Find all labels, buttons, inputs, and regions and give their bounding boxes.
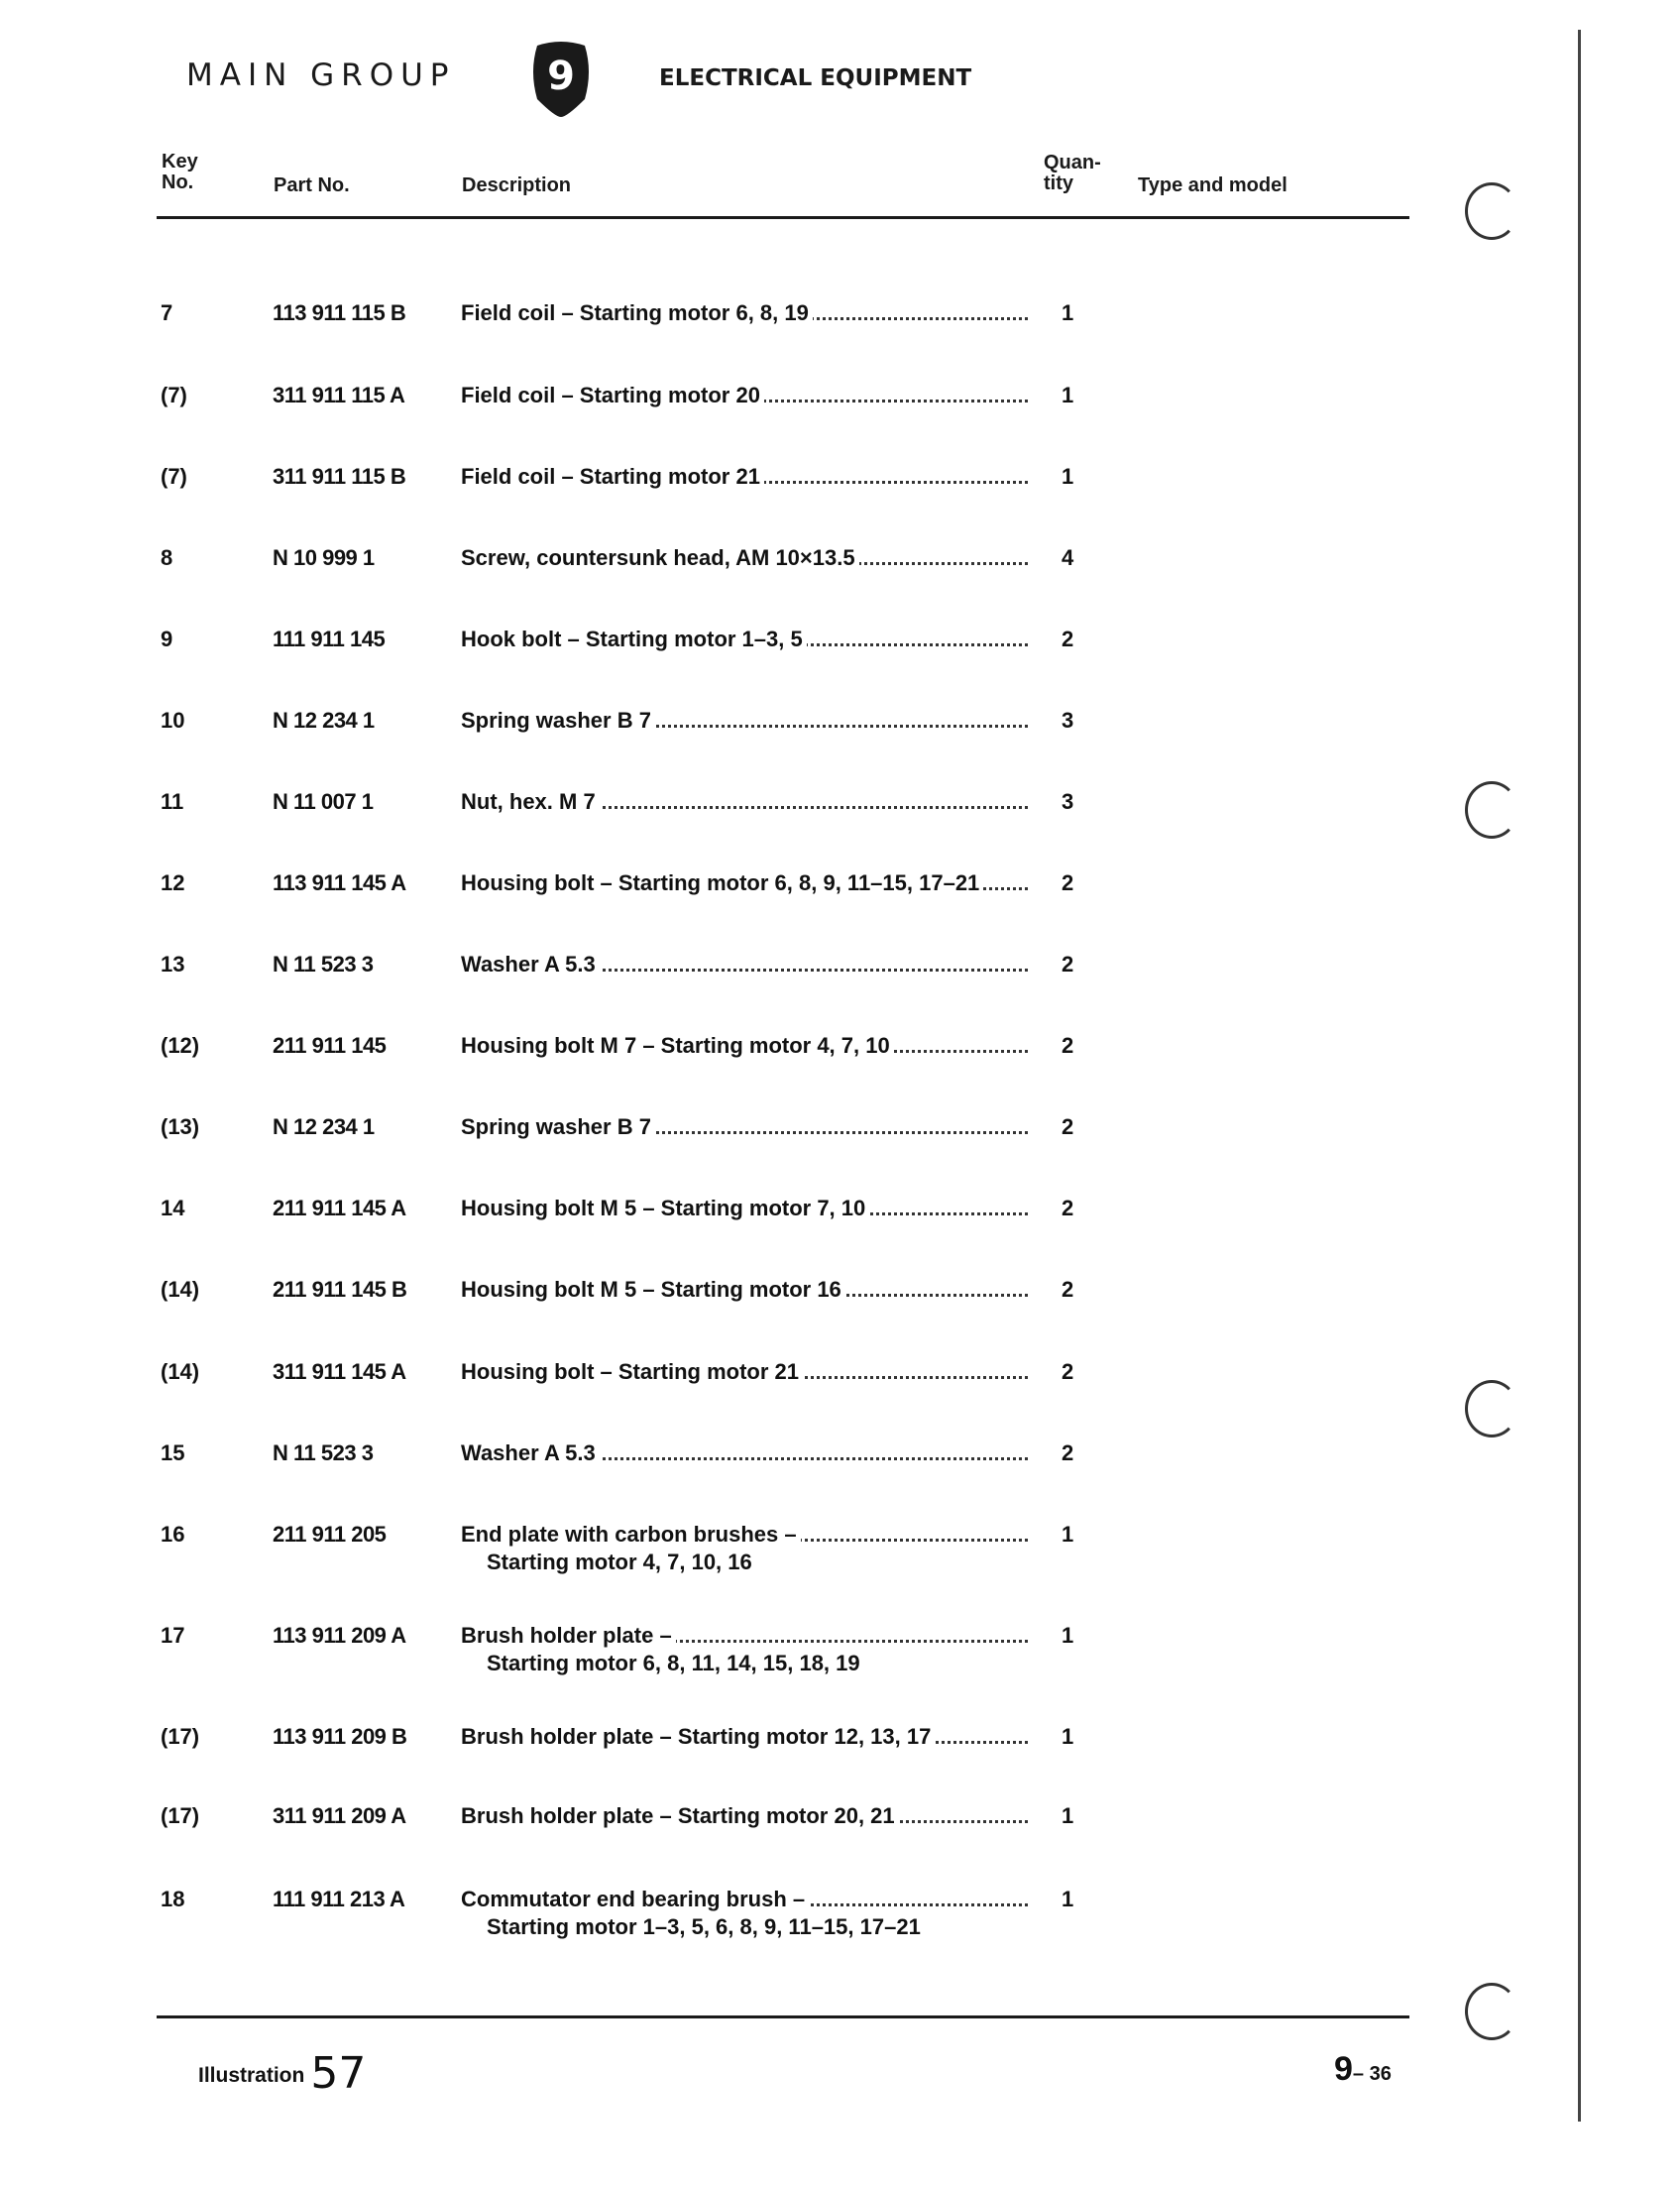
part-no-cell: 311 911 115 B <box>273 464 406 489</box>
part-no-cell: 113 911 209 A <box>273 1623 406 1648</box>
key-no-cell: 11 <box>161 789 184 814</box>
quantity-cell: 1 <box>1062 1803 1074 1828</box>
description-cell <box>461 1276 1028 1304</box>
key-no-cell: (13) <box>161 1114 200 1139</box>
description-text: Washer A 5.3 <box>461 952 600 977</box>
part-no-cell: N 11 523 3 <box>273 952 374 977</box>
binder-hole <box>1465 781 1518 839</box>
binder-hole <box>1465 1380 1518 1438</box>
page-edge <box>1578 30 1581 2122</box>
quantity-cell: 4 <box>1062 545 1074 570</box>
description-text: Commutator end bearing brush – <box>461 1887 809 1911</box>
description-text: Hook bolt – Starting motor 1–3, 5 <box>461 627 807 651</box>
key-no-cell: 17 <box>161 1623 185 1648</box>
key-no-cell: (7) <box>161 464 187 489</box>
description-text: Spring washer B 7 <box>461 708 655 733</box>
part-no-cell: 113 911 115 B <box>273 300 406 325</box>
column-header-part-no: Part No. <box>274 174 350 196</box>
description-cell <box>461 869 1028 897</box>
description-text: Field coil – Starting motor 6, 8, 19 <box>461 300 813 325</box>
part-no-cell: 311 911 145 A <box>273 1359 406 1384</box>
quantity-cell: 1 <box>1062 383 1074 407</box>
description-text: Brush holder plate – Starting motor 20, 21 <box>461 1803 899 1828</box>
description-text: Housing bolt – Starting motor 21 <box>461 1359 803 1384</box>
description-text: Field coil – Starting motor 20 <box>461 383 764 407</box>
quantity-cell: 1 <box>1062 1623 1074 1648</box>
key-no-cell: 14 <box>161 1196 185 1220</box>
part-no-cell: 211 911 145 A <box>273 1196 406 1220</box>
key-no-cell: 13 <box>161 952 185 977</box>
quantity-cell: 1 <box>1062 1724 1074 1749</box>
binder-hole <box>1465 182 1518 240</box>
description-text: Nut, hex. M 7 <box>461 789 600 814</box>
quantity-cell: 2 <box>1062 870 1074 895</box>
key-no-cell: (12) <box>161 1033 200 1058</box>
part-no-cell: N 12 234 1 <box>273 1114 375 1139</box>
description-text: End plate with carbon brushes – <box>461 1522 801 1547</box>
description-cell <box>461 951 1028 978</box>
part-no-cell: 311 911 209 A <box>273 1803 406 1828</box>
description-continuation: Starting motor 6, 8, 11, 14, 15, 18, 19 <box>487 1651 860 1675</box>
page-number-main: 9 <box>1334 2050 1353 2088</box>
part-no-cell: N 10 999 1 <box>273 545 375 570</box>
description-cell <box>461 1802 1028 1830</box>
description-text: Housing bolt – Starting motor 6, 8, 9, 11–15, 17–21 <box>461 870 983 895</box>
description-cell <box>461 1622 1028 1677</box>
quantity-cell: 2 <box>1062 1277 1074 1302</box>
part-no-cell: N 12 234 1 <box>273 708 375 733</box>
part-no-cell: 211 911 145 <box>273 1033 387 1058</box>
description-cell <box>461 1195 1028 1222</box>
part-no-cell: 111 911 213 A <box>273 1887 405 1911</box>
quantity-cell: 2 <box>1062 1196 1074 1220</box>
column-header-description: Description <box>462 174 572 196</box>
header-rule <box>157 216 1409 219</box>
key-no-cell: 18 <box>161 1887 185 1911</box>
page-number <box>1334 2050 1392 2089</box>
description-cell <box>461 1521 1028 1576</box>
key-no-cell: (14) <box>161 1359 200 1384</box>
description-continuation: Starting motor 1–3, 5, 6, 8, 9, 11–15, 17–21 <box>487 1914 921 1939</box>
quantity-cell: 3 <box>1062 789 1074 814</box>
description-text: Housing bolt M 5 – Starting motor 7, 10 <box>461 1196 869 1220</box>
group-number-badge <box>527 38 595 117</box>
description-text: Screw, countersunk head, AM 10×13.5 <box>461 545 859 570</box>
key-no-cell: (17) <box>161 1803 200 1828</box>
description-cell <box>461 626 1028 653</box>
column-header-type-model: Type and model <box>1138 174 1288 196</box>
description-cell <box>461 1723 1028 1751</box>
description-cell <box>461 1439 1028 1467</box>
quantity-cell: 2 <box>1062 1114 1074 1139</box>
description-text: Housing bolt M 5 – Starting motor 16 <box>461 1277 845 1302</box>
key-no-cell: 15 <box>161 1440 185 1465</box>
description-text: Field coil – Starting motor 21 <box>461 464 764 489</box>
section-title: ELECTRICAL EQUIPMENT <box>659 65 972 91</box>
description-cell <box>461 1113 1028 1141</box>
quantity-cell: 1 <box>1062 464 1074 489</box>
description-text: Brush holder plate – Starting motor 12, 13, 17 <box>461 1724 935 1749</box>
key-no-cell: 8 <box>161 545 173 570</box>
illustration-label: Illustration <box>198 2064 305 2087</box>
main-group-label: MAIN GROUP <box>186 58 456 93</box>
description-continuation: Starting motor 4, 7, 10, 16 <box>487 1550 752 1574</box>
key-no-cell: (7) <box>161 383 187 407</box>
footer-rule <box>157 2015 1409 2018</box>
quantity-cell: 2 <box>1062 1440 1074 1465</box>
quantity-cell: 2 <box>1062 627 1074 651</box>
description-cell <box>461 1358 1028 1386</box>
part-no-cell: 111 911 145 <box>273 627 386 651</box>
part-no-cell: 113 911 209 B <box>273 1724 407 1749</box>
part-no-cell: 113 911 145 A <box>273 870 406 895</box>
description-cell <box>461 299 1028 327</box>
key-no-cell: 16 <box>161 1522 185 1547</box>
part-no-cell: 211 911 205 <box>273 1522 387 1547</box>
description-text: Brush holder plate – <box>461 1623 676 1648</box>
key-no-cell: 12 <box>161 870 185 895</box>
key-no-cell: 9 <box>161 627 173 651</box>
page-number-sub: – 36 <box>1352 2063 1392 2085</box>
description-cell <box>461 382 1028 409</box>
quantity-cell: 2 <box>1062 1033 1074 1058</box>
illustration-number: 57 <box>310 2048 367 2099</box>
description-cell <box>461 788 1028 816</box>
description-text: Spring washer B 7 <box>461 1114 655 1139</box>
quantity-cell: 3 <box>1062 708 1074 733</box>
description-text: Washer A 5.3 <box>461 1440 600 1465</box>
column-header-key-no: Key No. <box>162 151 198 193</box>
key-no-cell: 10 <box>161 708 185 733</box>
part-no-cell: N 11 007 1 <box>273 789 374 814</box>
quantity-cell: 2 <box>1062 952 1074 977</box>
description-cell <box>461 1032 1028 1060</box>
part-no-cell: 211 911 145 B <box>273 1277 407 1302</box>
group-number: 9 <box>547 54 575 99</box>
key-no-cell: (17) <box>161 1724 200 1749</box>
key-no-cell: 7 <box>161 300 173 325</box>
description-cell <box>461 544 1028 572</box>
quantity-cell: 2 <box>1062 1359 1074 1384</box>
description-text: Housing bolt M 7 – Starting motor 4, 7, 10 <box>461 1033 894 1058</box>
description-cell <box>461 707 1028 735</box>
illustration-reference <box>198 2048 366 2099</box>
quantity-cell: 1 <box>1062 1522 1074 1547</box>
part-no-cell: N 11 523 3 <box>273 1440 374 1465</box>
description-cell <box>461 1886 1028 1941</box>
description-cell <box>461 463 1028 491</box>
part-no-cell: 311 911 115 A <box>273 383 405 407</box>
column-header-quantity: Quan- tity <box>1044 152 1101 194</box>
quantity-cell: 1 <box>1062 1887 1074 1911</box>
binder-hole <box>1465 1983 1518 2040</box>
key-no-cell: (14) <box>161 1277 200 1302</box>
group-badge-icon <box>527 38 595 117</box>
quantity-cell: 1 <box>1062 300 1074 325</box>
